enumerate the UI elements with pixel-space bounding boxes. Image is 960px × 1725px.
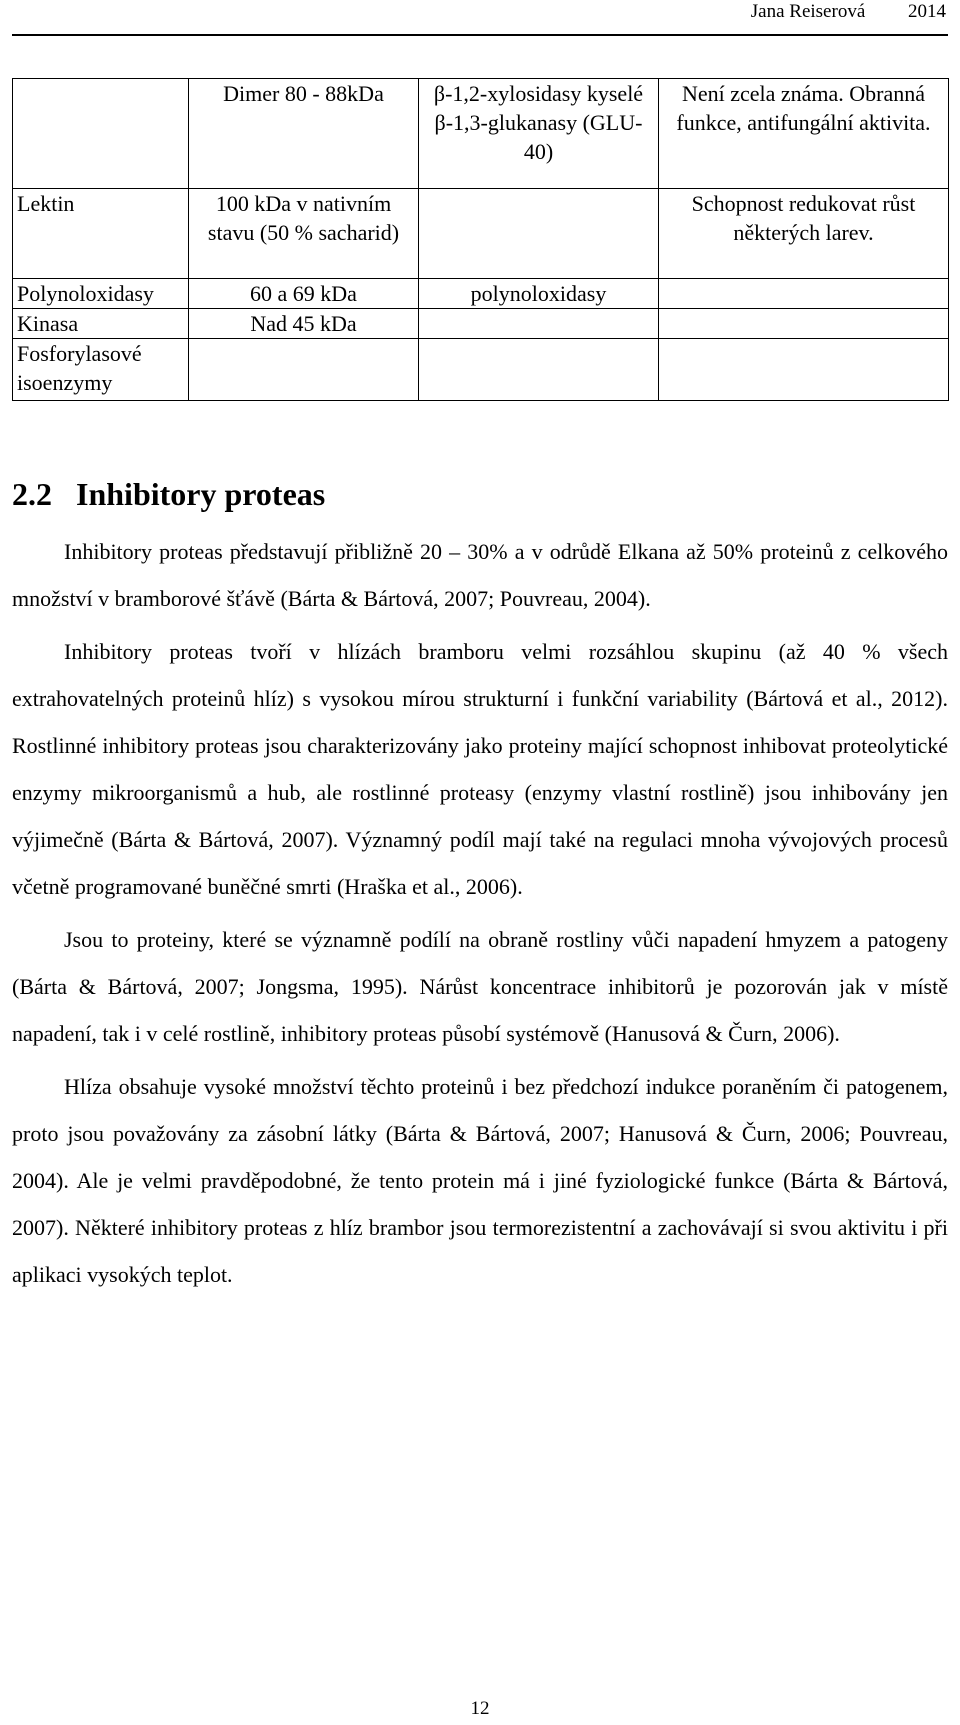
section-heading [12, 474, 325, 514]
table-cell: Nad 45 kDa [189, 309, 419, 339]
table-cell: Kinasa [13, 309, 189, 339]
paragraph: Inhibitory proteas tvoří v hlízách bramboru velmi rozsáhlou skupinu (až 40 % všech extrahovatelných proteinů hlíz) s vysokou mírou strukturní i funkční variability (Bártová et al., 2012). Rostlinné inhibitory proteas jsou charakterizovány jako proteiny mající schopnost inhibovat proteolytické enzymy mikroorganismů a hub, ale rostlinné proteasy (enzymy vlastní rostlině) jsou inhibovány jen výjimečně (Bárta & Bártová, 2007). Významný podíl mají také na regulaci mnoha vývojových procesů včetně programované buněčné smrti (Hraška et al., 2006). [12, 639, 948, 899]
table-cell: β-1,2-xylosidasy kyselé β-1,3-glukanasy (GLU-40) [419, 79, 659, 189]
table-cell [419, 309, 659, 339]
page-header [713, 0, 946, 24]
section-number: 2.2 [12, 476, 52, 512]
table-cell [659, 339, 949, 401]
table-cell: Schopnost redukovat růst některých larev. [659, 189, 949, 279]
paragraph: Hlíza obsahuje vysoké množství těchto proteinů i bez předchozí indukce poraněním či patogenem, proto jsou považovány za zásobní látky (Bárta & Bártová, 2007; Hanusová & Čurn, 2006; Pouvreau, 2004). Ale je velmi pravděpodobné, že tento protein má i jiné fyziologické funkce (Bárta & Bártová, 2007). Některé inhibitory proteas z hlíz brambor jsou termorezistentní a zachovávají si svou aktivitu i při aplikaci vysokých teplot. [12, 1074, 948, 1287]
table-row [13, 79, 949, 189]
paragraph: Jsou to proteiny, které se významně podílí na obraně rostliny vůči napadení hmyzem a patogeny (Bárta & Bártová, 2007; Jongsma, 1995). Nárůst koncentrace inhibitorů je pozorován jak v místě napadení, tak i v celé rostlině, inhibitory proteas působí systémově (Hanusová & Čurn, 2006). [12, 927, 948, 1046]
header-year: 2014 [908, 1, 946, 22]
table-cell [13, 79, 189, 189]
table-cell [419, 339, 659, 401]
table-row [13, 309, 949, 339]
table-cell: Není zcela známa. Obranná funkce, antifungální aktivita. [659, 79, 949, 189]
table-cell [189, 339, 419, 401]
table-cell: Polynoloxidasy [13, 279, 189, 309]
table-row [13, 189, 949, 279]
table-cell: 60 a 69 kDa [189, 279, 419, 309]
table-cell: 100 kDa v nativním stavu (50 % sacharid) [189, 189, 419, 279]
table-cell [419, 189, 659, 279]
section-title: Inhibitory proteas [76, 476, 326, 512]
body-text [12, 528, 948, 1298]
page-number: 12 [470, 1698, 490, 1719]
table-cell: Lektin [13, 189, 189, 279]
header-rule [12, 34, 948, 36]
table-cell [659, 279, 949, 309]
table-cell: Dimer 80 - 88kDa [189, 79, 419, 189]
table-cell: polynoloxidasy [419, 279, 659, 309]
table-cell [659, 309, 949, 339]
header-author: Jana Reiserová [750, 1, 866, 22]
paragraph: Inhibitory proteas představují přibližně 20 – 30% a v odrůdě Elkana až 50% proteinů z celkového množství v bramborové šťávě (Bárta & Bártová, 2007; Pouvreau, 2004). [12, 539, 948, 611]
protein-table [12, 78, 949, 401]
table-row [13, 279, 949, 309]
table-cell: Fosforylasové isoenzymy [13, 339, 189, 401]
table-row [13, 339, 949, 401]
